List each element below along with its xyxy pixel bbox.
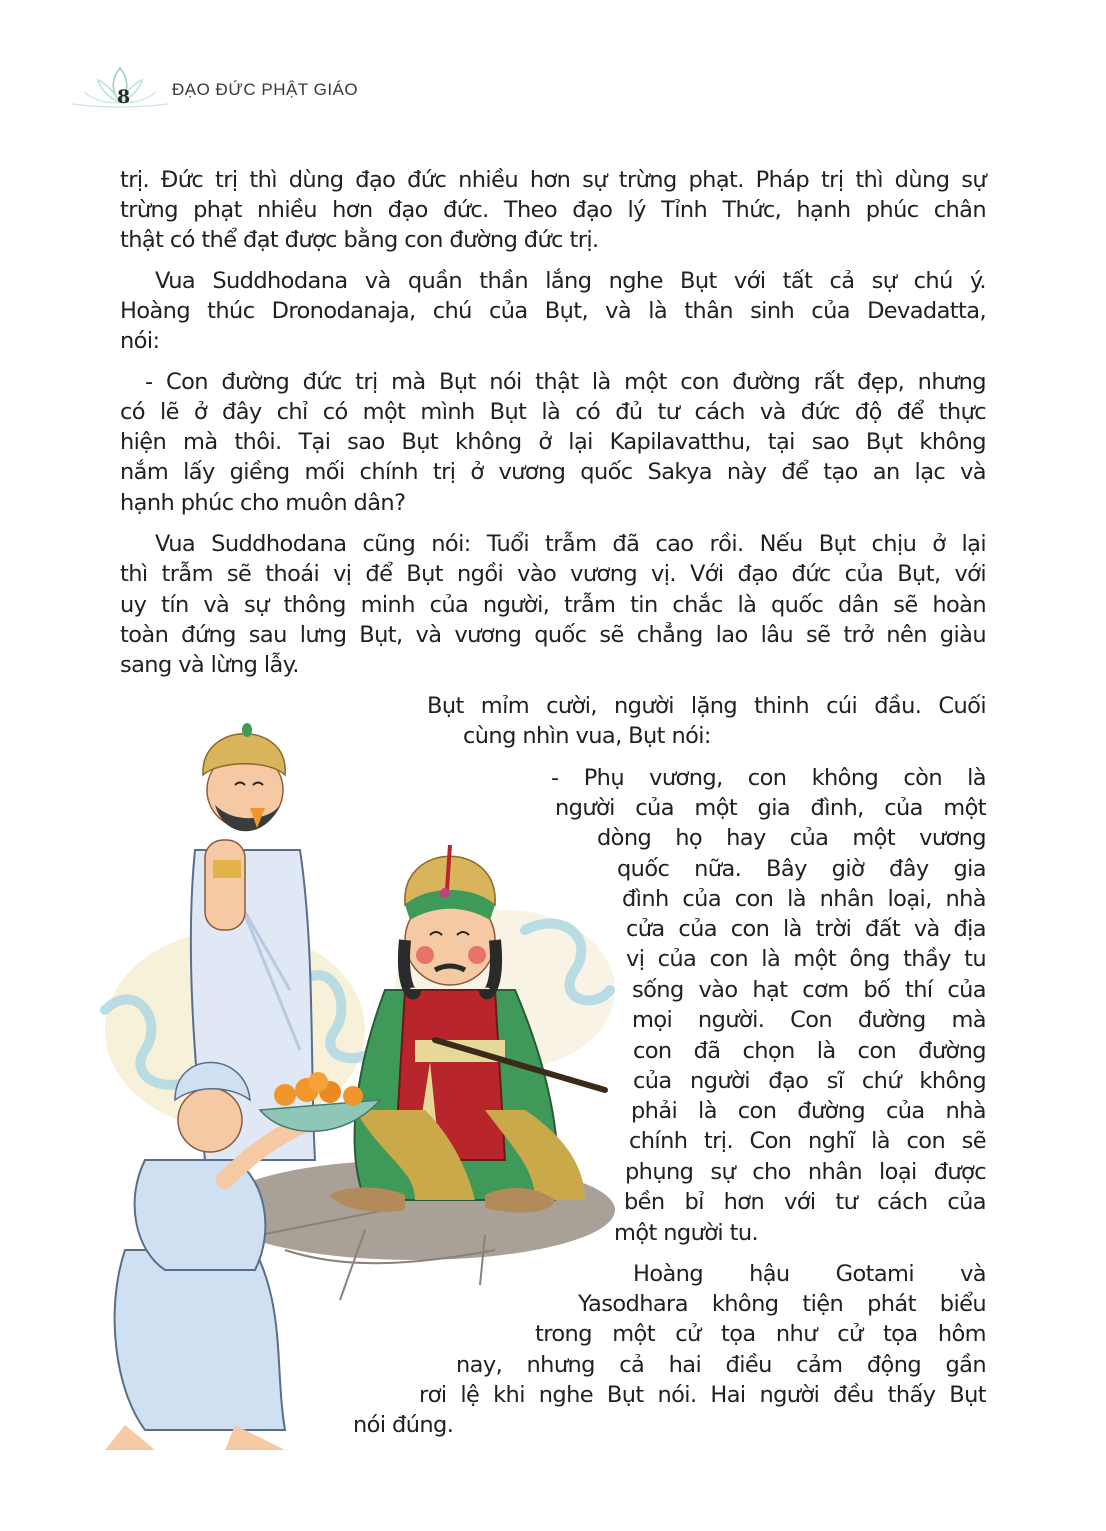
text-line: Vua Suddhodana cũng nói: Tuổi trẫm đã cao rồi. Nếu Bụt chịu ở lại xyxy=(155,531,986,557)
text-line: vị của con là một ông thầy tu xyxy=(626,946,986,972)
text-line: dòng họ hay của một vương xyxy=(597,825,986,851)
text-line: trong một cử tọa như cử tọa hôm xyxy=(535,1321,986,1347)
text-line: - Phụ vương, con không còn là xyxy=(551,765,986,791)
servant-figure xyxy=(105,1063,380,1451)
text-line: sống vào hạt cơm bố thí của xyxy=(632,977,986,1003)
text-line: trừng phạt nhiều hơn đạo đức. Theo đạo lý Tỉnh Thức, hạnh phúc chân xyxy=(120,197,986,223)
text-line: Vua Suddhodana và quần thần lắng nghe Bụt với tất cả sự chú ý. xyxy=(155,268,986,294)
text-line: sang và lừng lẫy. xyxy=(120,652,299,678)
text-line: con đã chọn là con đường xyxy=(633,1038,986,1064)
text-line: nói: xyxy=(120,328,160,354)
text-line: Bụt mỉm cười, người lặng thinh cúi đầu. Cuối xyxy=(427,693,986,719)
text-line: quốc nữa. Bây giờ đây gia xyxy=(617,856,986,882)
text-line: mọi người. Con đường mà xyxy=(632,1007,986,1033)
text-line: toàn đứng sau lưng Bụt, và vương quốc sẽ chẳng lao lâu sẽ trở nên giàu xyxy=(120,622,986,648)
text-line: của người đạo sĩ chứ không xyxy=(633,1068,986,1094)
text-line: cửa của con là trời đất và địa xyxy=(626,916,986,942)
text-line: thật có thể đạt được bằng con đường đức trị. xyxy=(120,227,599,253)
text-line: đình của con là nhân loại, nhà xyxy=(622,886,986,912)
text-line: người của một gia đình, của một xyxy=(555,795,986,821)
text-line: phải là con đường của nhà xyxy=(631,1098,986,1124)
story-illustration xyxy=(85,690,615,1460)
text-line: rơi lệ khi nghe Bụt nói. Hai người đều thấy Bụt xyxy=(419,1382,986,1408)
text-line: chính trị. Con nghĩ là con sẽ xyxy=(629,1128,986,1154)
text-line: phụng sự cho nhân loại được xyxy=(625,1159,986,1185)
page-number: 8 xyxy=(117,86,131,108)
text-line: trị. Đức trị thì dùng đạo đức nhiều hơn sự trừng phạt. Pháp trị thì dùng sự xyxy=(120,167,986,193)
text-line: uy tín và sự thông minh của người, trẫm tin chắc là quốc dân sẽ hoàn xyxy=(120,592,986,618)
text-line: Hoàng thúc Dronodanaja, chú của Bụt, và là thân sinh của Devadatta, xyxy=(120,298,986,324)
running-title: ĐẠO ĐỨC PHẬT GIÁO xyxy=(172,80,359,99)
text-line: nắm lấy giềng mối chính trị ở vương quốc Sakya này để tạo an lạc và xyxy=(120,459,986,485)
text-line: Hoàng hậu Gotami và xyxy=(633,1261,986,1287)
text-line: nay, nhưng cả hai điều cảm động gần xyxy=(456,1352,986,1378)
text-line: cùng nhìn vua, Bụt nói: xyxy=(463,723,711,749)
text-line: hạnh phúc cho muôn dân? xyxy=(120,490,406,516)
text-line: hiện mà thôi. Tại sao Bụt không ở lại Kapilavatthu, tại sao Bụt không xyxy=(120,429,986,455)
text-line: - Con đường đức trị mà Bụt nói thật là một con đường rất đẹp, nhưng xyxy=(145,369,986,395)
text-line: một người tu. xyxy=(614,1220,759,1246)
page-header xyxy=(70,62,470,112)
text-line: nói đúng. xyxy=(353,1412,454,1438)
text-line: thì trẫm sẽ thoái vị để Bụt ngồi vào vương vị. Với đạo đức của Bụt, với xyxy=(120,561,986,587)
text-line: bền bỉ hơn với tư cách của xyxy=(624,1189,986,1215)
text-line: Yasodhara không tiện phát biểu xyxy=(578,1291,986,1317)
text-line: có lẽ ở đây chỉ có một mình Bụt là có đủ tư cách và đức độ để thực xyxy=(120,399,986,425)
